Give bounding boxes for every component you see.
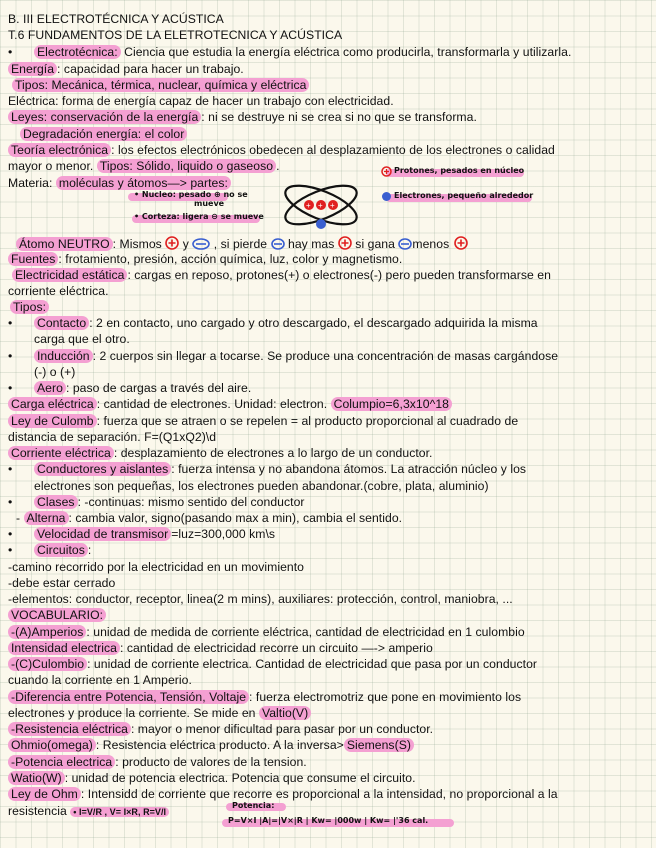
- note-line: • Aero : paso de cargas a través del aire.: [8, 381, 252, 395]
- minus-icon: [271, 238, 285, 250]
- note-line: Tipos:: [10, 300, 49, 315]
- note-line: carga que el otro.: [34, 332, 130, 346]
- note-line: Degradación energía: el color: [20, 127, 187, 142]
- svg-text:+: +: [330, 201, 335, 210]
- note-line: Teoría electrónica : los efectos electrónicos obedecen al desplazamiento de los electrones o calidad: [8, 143, 555, 158]
- plus-icon: [165, 236, 179, 250]
- plus-icon: [381, 166, 392, 177]
- note-line: Corriente eléctrica : desplazamiento de electrones a lo largo de un conductor.: [8, 446, 432, 461]
- note-line: corriente eléctrica.: [8, 284, 109, 298]
- svg-text:+: +: [318, 201, 323, 210]
- note-line: Energía : capacidad para hacer un trabajo.: [8, 62, 244, 77]
- note-line: • Clases : -continuas: mismo sentido del conductor: [8, 495, 305, 509]
- note-line: cuando la corriente en 1 Amperio.: [8, 673, 192, 687]
- note-line: • Electrotécnica: Ciencia que estudia la energía eléctrica como producirla, transformarla y utilizarla.: [8, 45, 572, 59]
- atom-sketch-icon: [278, 180, 364, 230]
- note-line: Leyes: conservación de la energía : ni se destruye ni se crea si no que se transforma.: [8, 110, 477, 125]
- note-line: Intensidad electrica : cantidad de electricidad recorre un circuito —-> amperio: [8, 641, 433, 656]
- note-line: Carga eléctrica : cantidad de electrones. Unidad: electron. Columpio=6,3x10^18: [8, 397, 452, 412]
- vocabulary-heading: VOCABULARIO:: [8, 608, 106, 623]
- plus-icon: [453, 236, 469, 250]
- note-line: Watio(W) : unidad de potencia electrica. Potencia que consume el circuito.: [8, 771, 416, 786]
- nucleus-note-cont: mueve: [194, 199, 225, 208]
- note-line: -camino recorrido por la electricidad en un movimiento: [8, 560, 305, 574]
- potencia-formulas: P=V×I |A|=|V×|R | Kw= |000w | Kw= |'36 cal.: [228, 816, 429, 825]
- note-line: Tipos: Mecánica, térmica, nuclear, química y eléctrica: [12, 78, 309, 93]
- note-line: -Resistencia eléctrica : mayor o menor dificultad para pasar por un conductor.: [8, 722, 433, 737]
- note-line: Fuentes : frotamiento, presión, acción química, luz, color y magnetismo.: [8, 252, 402, 267]
- note-line: mayor o menor. Tipos: Sólido, liquido o gaseoso .: [8, 159, 280, 173]
- section-title: B. III ELECTROTÉCNICA Y ACÚSTICA: [8, 12, 224, 26]
- minus-icon: [398, 238, 412, 250]
- note-line: • Contacto : 2 en contacto, uno cargado y otro descargado, el descargado adquirida la misma: [8, 316, 538, 330]
- note-line: Eléctrica: forma de energía capaz de hacer un trabajo con electricidad.: [8, 94, 394, 108]
- note-line: -Potencia electrica : producto de valores de la tension.: [8, 755, 307, 770]
- note-line: (-) o (+): [34, 365, 76, 379]
- note-line: -Diferencia entre Potencia, Tensión, Voltaje : fuerza electromotriz que pone en movimiento los: [8, 690, 521, 705]
- note-line: Ley de Ohm : Intensidd de corriente que recorre es proporcional a la intensidad, no proporcional a la: [8, 787, 558, 802]
- note-line: -debe estar cerrado: [8, 576, 116, 590]
- svg-text:+: +: [306, 201, 311, 210]
- note-line: • Conductores y aislantes : fuerza intensa y no abandona átomos. La atracción núcleo y los: [8, 462, 527, 476]
- note-line: - Alterna : cambia valor, signo(pasando max a min), cambia el sentido.: [16, 511, 403, 525]
- potencia-title: Potencia:: [232, 801, 275, 810]
- note-line: Átomo NEUTRO : Mismos y , si pierde hay mas si gana menos: [16, 236, 469, 252]
- note-line: -(A)Amperios : unidad de medida de corriente eléctrica, cantidad de electricidad en 1 culombio: [8, 625, 525, 640]
- note-line: • Inducción : 2 cuerpos sin llegar a tocarse. Se produce una concentración de masas cargándose: [8, 349, 559, 363]
- note-line: resistencia • I=V/R , V= I×R, R=V/I: [8, 804, 169, 820]
- note-line: Ley de Culomb : fuerza que se atraen o se repelen = al producto proporcional al cuadrado de: [8, 414, 518, 429]
- note-line: Materia: moléculas y átomos—> partes:: [8, 176, 231, 191]
- note-line: -elementos: conductor, receptor, linea(2 m mins), auxiliares: protección, control, maniobra, ...: [8, 592, 513, 606]
- note-line: • Circuitos :: [8, 543, 92, 557]
- note-line: electrones y produce la corriente. Se mide en Valtio(V): [8, 706, 311, 721]
- electrons-note: Electrones, pequeño alrededor: [394, 191, 534, 200]
- nucleus-note: • Nucleo: pesado ⊕ no se: [134, 190, 248, 199]
- protons-note: Protones, pesados en núcleo: [394, 166, 525, 175]
- note-line: -(C)Culombio : unidad de corriente electrica. Cantidad de electricidad que pasa por un conductor: [8, 657, 537, 672]
- plus-icon: [338, 236, 352, 250]
- topic-title: T.6 FUNDAMENTOS DE LA ELETROTECNICA Y ACÚSTICA: [8, 28, 343, 42]
- cortex-note: • Corteza: ligera ⊖ se mueve: [134, 212, 264, 221]
- minus-icon: [192, 238, 210, 250]
- note-line: Electricidad estática : cargas en reposo, protones(+) o electrones(-) pero pueden transformarse en: [12, 268, 551, 283]
- note-line: • Velocidad de transmisor =luz=300,000 km\s: [8, 527, 276, 541]
- note-line: electrones son pequeñas, los electrones pueden abandonar.(cobre, plata, aluminio): [34, 479, 489, 493]
- note-line: distancia de separación. F=(Q1xQ2)\d: [8, 430, 217, 444]
- minus-icon: [381, 191, 392, 202]
- note-line: Ohmio(omega) : Resistencia eléctrica producto. A la inversa> Siemens(S): [8, 738, 414, 753]
